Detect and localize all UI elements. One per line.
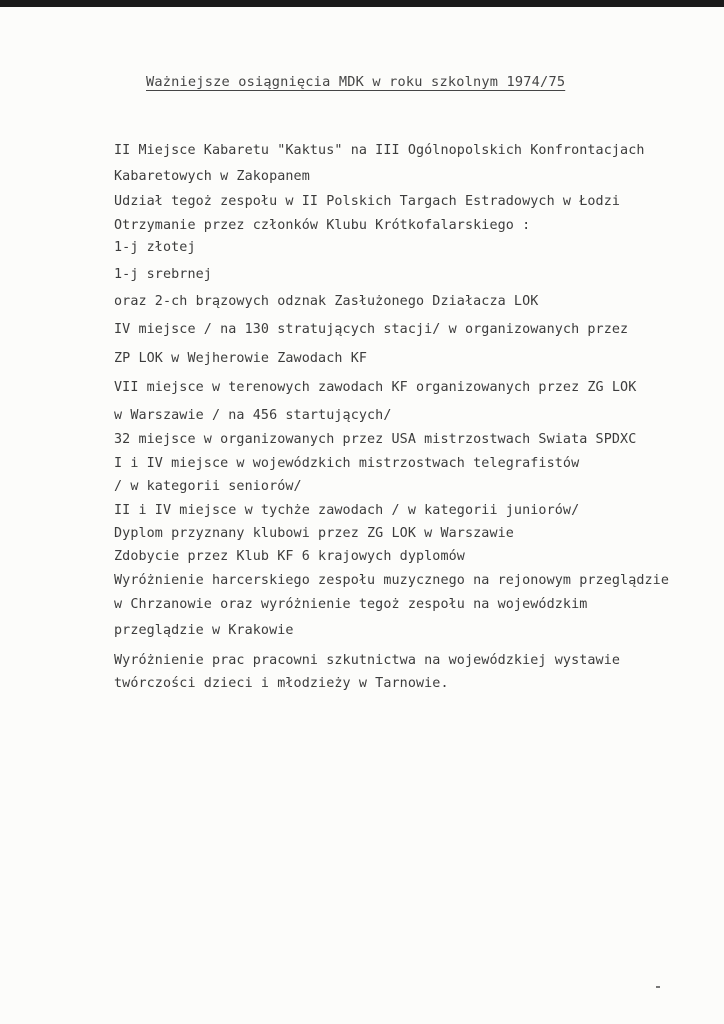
text-line: Zdobycie przez Klub KF 6 krajowych dyplomów: [114, 549, 465, 564]
text-line: 32 miejsce w organizowanych przez USA mistrzostwach Swiata SPDXC: [114, 432, 637, 447]
text-line: Wyróżnienie harcerskiego zespołu muzycznego na rejonowym przeglądzie: [114, 573, 670, 588]
text-line: VII miejsce w terenowych zawodach KF organizowanych przez ZG LOK: [114, 380, 637, 395]
text-line: twórczości dzieci i młodzieży w Tarnowie.: [114, 676, 449, 691]
text-line: Dyplom przyznany klubowi przez ZG LOK w Warszawie: [114, 526, 514, 541]
text-line: Otrzymanie przez członków Klubu Krótkofalarskiego :: [114, 218, 531, 233]
text-line: IV miejsce / na 130 stratujących stacji/ w organizowanych przez: [114, 322, 629, 337]
scan-top-edge: [0, 0, 724, 7]
document-title: Ważniejsze osiągnięcia MDK w roku szkolnym 1974/75: [146, 74, 566, 90]
text-line: 1-j srebrnej: [114, 267, 212, 282]
text-line: I i IV miejsce w wojewódzkich mistrzostwach telegrafistów: [114, 456, 580, 471]
text-line: II Miejsce Kabaretu "Kaktus" na III Ogólnopolskich Konfrontacjach: [114, 143, 645, 158]
text-line: Wyróżnienie prac pracowni szkutnictwa na wojewódzkiej wystawie: [114, 653, 621, 668]
text-line: w Chrzanowie oraz wyróżnienie tegoż zespołu na wojewódzkim: [114, 597, 588, 612]
text-line: ZP LOK w Wejherowie Zawodach KF: [114, 351, 368, 366]
text-line: przeglądzie w Krakowie: [114, 623, 294, 638]
text-line: II i IV miejsce w tychże zawodach / w kategorii juniorów/: [114, 503, 580, 518]
text-line: oraz 2-ch brązowych odznak Zasłużonego Działacza LOK: [114, 294, 539, 309]
text-line: 1-j złotej: [114, 240, 196, 255]
text-line: / w kategorii seniorów/: [114, 479, 302, 494]
text-line: Kabaretowych w Zakopanem: [114, 169, 310, 184]
scan-speck: [656, 986, 660, 988]
text-line: Udział tegoż zespołu w II Polskich Targach Estradowych w Łodzi: [114, 194, 621, 209]
text-line: w Warszawie / na 456 startujących/: [114, 408, 392, 423]
